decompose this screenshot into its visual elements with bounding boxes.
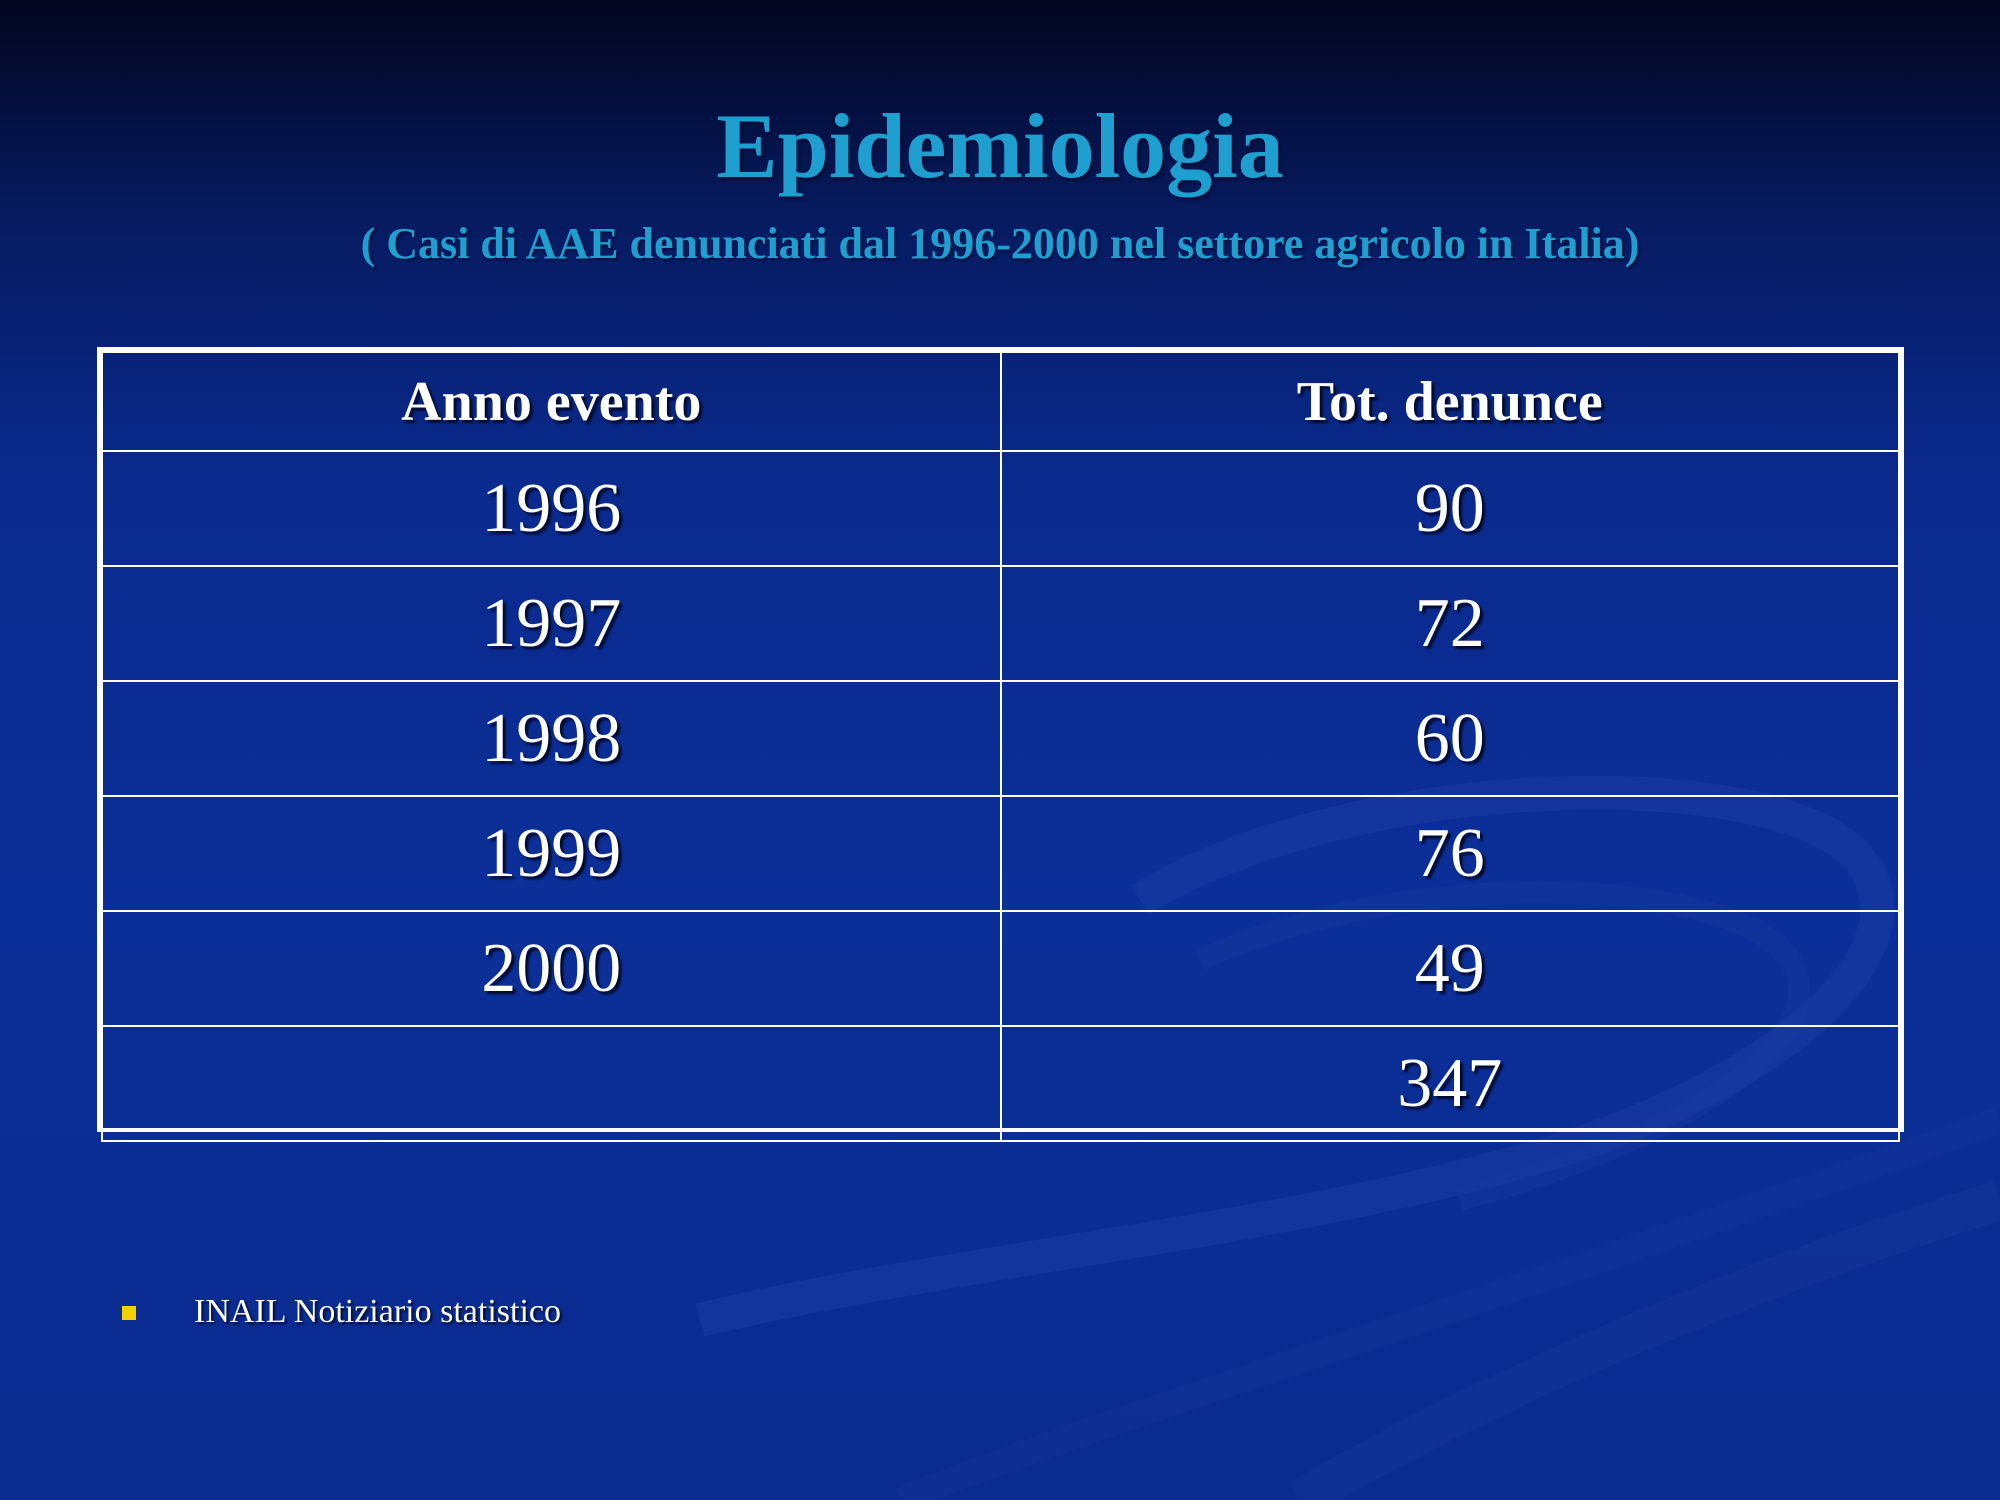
table-cell-year: 1996 bbox=[102, 451, 1001, 566]
table-cell-count: 49 bbox=[1001, 911, 1900, 1026]
table-row bbox=[102, 796, 1899, 911]
source-note: INAIL Notiziario statistico bbox=[194, 1293, 561, 1330]
table-row-total bbox=[102, 1026, 1899, 1141]
table-cell-year: 1998 bbox=[102, 681, 1001, 796]
table-header-row bbox=[102, 352, 1899, 451]
table-row bbox=[102, 911, 1899, 1026]
slide-title: Epidemiologia bbox=[716, 95, 1284, 197]
slide-subtitle: ( Casi di AAE denunciati dal 1996-2000 nel settore agricolo in Italia) bbox=[360, 219, 1640, 268]
table-row bbox=[102, 451, 1899, 566]
table-cell-count: 90 bbox=[1001, 451, 1900, 566]
table-row bbox=[102, 566, 1899, 681]
data-table bbox=[101, 351, 1900, 1142]
table-cell-count: 72 bbox=[1001, 566, 1900, 681]
table-cell-year: 1999 bbox=[102, 796, 1001, 911]
column-header-anno-evento: Anno evento bbox=[102, 352, 1001, 451]
table-cell-empty bbox=[102, 1026, 1001, 1141]
table-row bbox=[102, 681, 1899, 796]
square-bullet-icon bbox=[122, 1306, 136, 1320]
table-cell-count: 76 bbox=[1001, 796, 1900, 911]
column-header-tot-denunce: Tot. denunce bbox=[1001, 352, 1900, 451]
table-cell-total: 347 bbox=[1001, 1026, 1900, 1141]
table-cell-year: 2000 bbox=[102, 911, 1001, 1026]
table-cell-count: 60 bbox=[1001, 681, 1900, 796]
data-table-container bbox=[97, 347, 1904, 1132]
table-cell-year: 1997 bbox=[102, 566, 1001, 681]
